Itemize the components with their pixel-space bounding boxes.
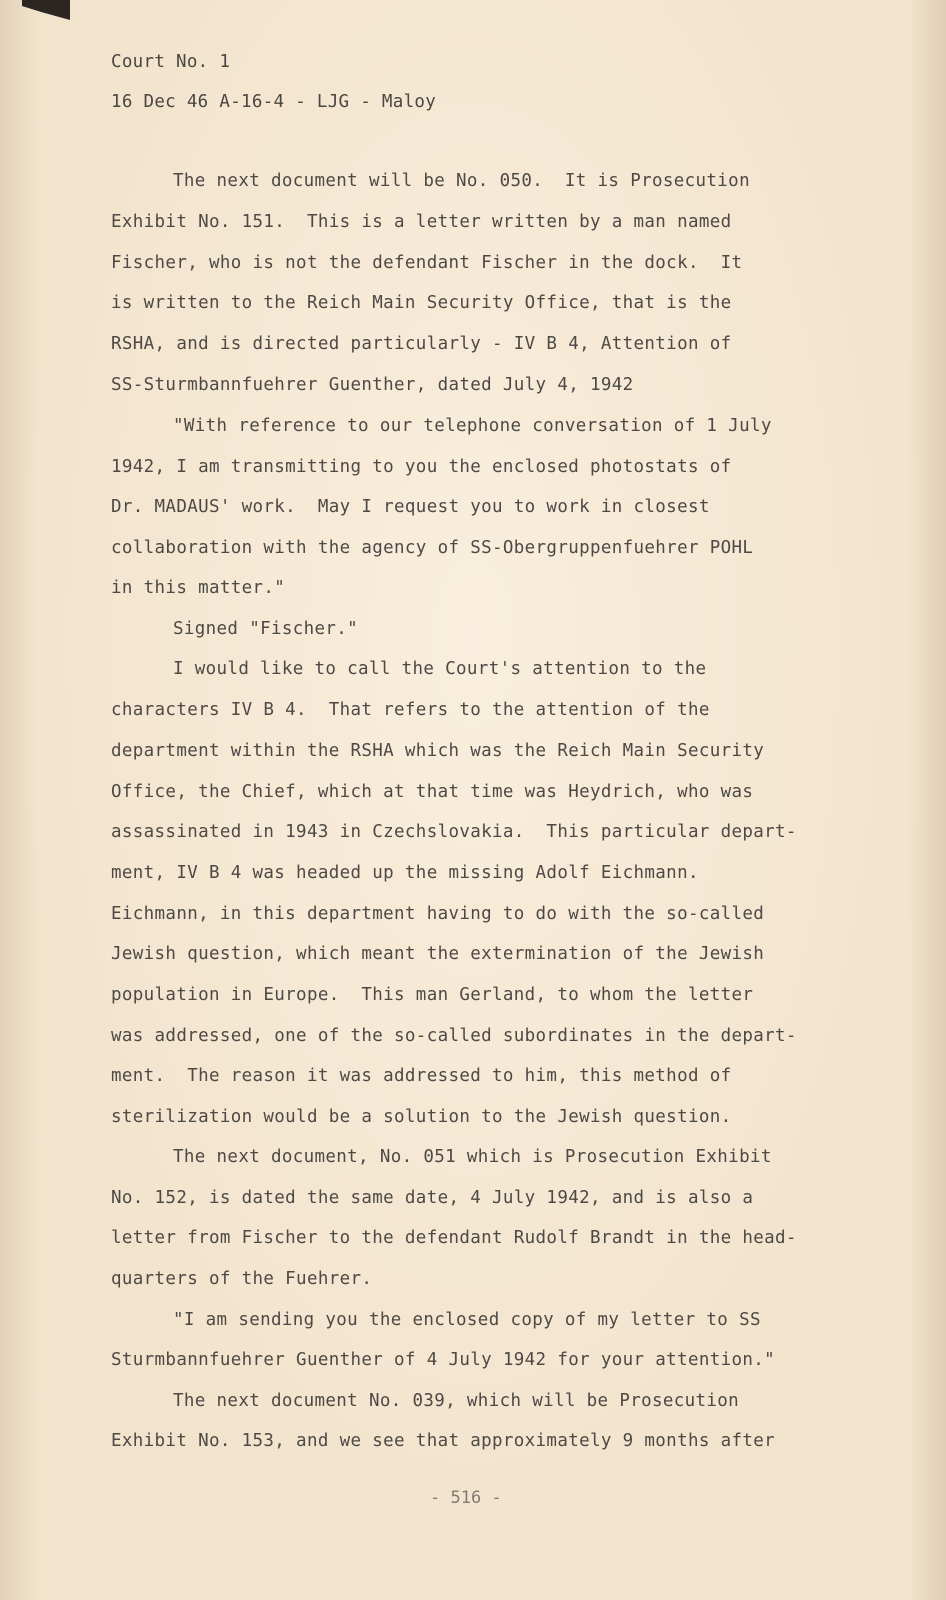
text-line: Eichmann, in this department having to do with the so-called <box>111 904 765 924</box>
text-line: Fischer, who is not the defendant Fischer in the dock. It <box>111 253 743 273</box>
staple-mark <box>22 0 70 20</box>
text-line: collaboration with the agency of SS-Obergruppenfuehrer POHL <box>111 538 754 558</box>
page-number: - 516 - <box>430 1488 502 1508</box>
text-line: Sturmbannfuehrer Guenther of 4 July 1942 for your attention." <box>111 1350 776 1370</box>
text-line: SS-Sturmbannfuehrer Guenther, dated July 4, 1942 <box>111 375 634 395</box>
text-line: was addressed, one of the so-called subordinates in the depart- <box>111 1026 797 1046</box>
text-line: Office, the Chief, which at that time was Heydrich, who was <box>111 782 754 802</box>
text-line: sterilization would be a solution to the Jewish question. <box>111 1107 732 1127</box>
text-line: Dr. MADAUS' work. May I request you to work in closest <box>111 497 710 517</box>
text-line: Exhibit No. 151. This is a letter written by a man named <box>111 212 732 232</box>
text-line: RSHA, and is directed particularly - IV B 4, Attention of <box>111 334 732 354</box>
text-line: ment, IV B 4 was headed up the missing Adolf Eichmann. <box>111 863 699 883</box>
text-line: "With reference to our telephone conversation of 1 July <box>173 416 772 436</box>
text-line: letter from Fischer to the defendant Rudolf Brandt in the head- <box>111 1228 797 1248</box>
text-line: The next document will be No. 050. It is Prosecution <box>173 171 750 191</box>
court-number: Court No. 1 <box>111 52 231 72</box>
text-line: No. 152, is dated the same date, 4 July 1942, and is also a <box>111 1188 754 1208</box>
text-line: I would like to call the Court's attention to the <box>173 659 707 679</box>
text-line: in this matter." <box>111 578 286 598</box>
docket-line: 16 Dec 46 A-16-4 - LJG - Maloy <box>111 92 437 112</box>
text-line: assassinated in 1943 in Czechslovakia. This particular depart- <box>111 822 797 842</box>
text-line: The next document, No. 051 which is Prosecution Exhibit <box>173 1147 772 1167</box>
text-line: population in Europe. This man Gerland, to whom the letter <box>111 985 754 1005</box>
text-line: department within the RSHA which was the Reich Main Security <box>111 741 765 761</box>
text-line: characters IV B 4. That refers to the attention of the <box>111 700 710 720</box>
text-line: Jewish question, which meant the extermination of the Jewish <box>111 944 765 964</box>
text-line: Exhibit No. 153, and we see that approximately 9 months after <box>111 1431 776 1451</box>
text-line: "I am sending you the enclosed copy of my letter to SS <box>173 1310 761 1330</box>
text-line: is written to the Reich Main Security Office, that is the <box>111 293 732 313</box>
text-line: ment. The reason it was addressed to him, this method of <box>111 1066 732 1086</box>
text-line: quarters of the Fuehrer. <box>111 1269 373 1289</box>
text-line: Signed "Fischer." <box>173 619 359 639</box>
text-line: 1942, I am transmitting to you the enclosed photostats of <box>111 457 732 477</box>
text-line: The next document No. 039, which will be Prosecution <box>173 1391 740 1411</box>
